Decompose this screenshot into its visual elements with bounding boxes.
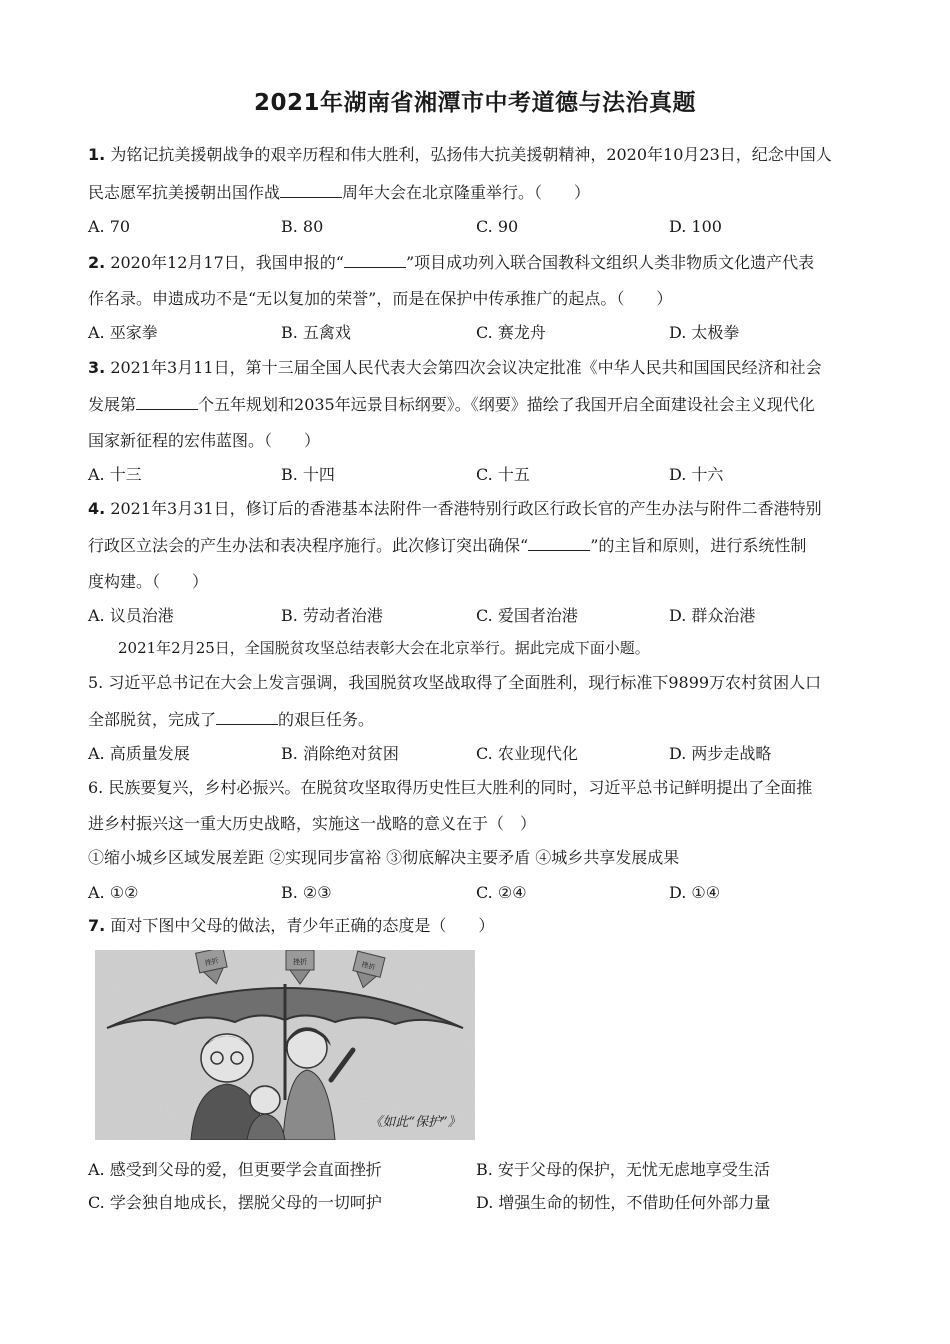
q4-line1 xyxy=(88,498,822,520)
q4-text2a: 行政区立法会的产生办法和表决程序施行。此次修订突出确保“ xyxy=(88,536,529,555)
q1-number: 1. xyxy=(88,145,106,164)
q6-option-c[interactable]: C. ②④ xyxy=(476,883,527,902)
q2-option-d[interactable]: D. 太极拳 xyxy=(669,323,740,342)
q5-line1: 5. 习近平总书记在大会上发言强调，我国脱贫攻坚战取得了全面胜利，现行标准下9899万农村贫困人口 xyxy=(88,673,822,692)
q5-options xyxy=(88,743,888,765)
q5-option-d[interactable]: D. 两步走战略 xyxy=(669,744,772,763)
q7-option-b[interactable]: B. 安于父母的保护，无忧无虑地享受生活 xyxy=(476,1160,770,1179)
q6-options xyxy=(88,882,888,904)
q7-option-d[interactable]: D. 增强生命的韧性，不借助任何外部力量 xyxy=(476,1193,771,1212)
q1-options xyxy=(88,216,888,238)
q2-text1a: 2020年12月17日，我国申报的“ xyxy=(110,253,344,272)
q4-number: 4. xyxy=(88,499,106,518)
q2-line2: 作名录。申遗成功不是“无以复加的荣誉”，而是在保护中传承推广的起点。（ ） xyxy=(88,289,673,308)
q2-option-a[interactable]: A. 巫家拳 xyxy=(88,323,158,342)
q5-option-b[interactable]: B. 消除绝对贫困 xyxy=(281,744,399,763)
cartoon-illustration xyxy=(95,950,475,1140)
q6-line1: 6. 民族要复兴，乡村必振兴。在脱贫攻坚取得历史性巨大胜利的同时，习近平总书记鲜明提出了全面推 xyxy=(88,778,813,797)
sign-2-text: 挫折 xyxy=(293,958,307,966)
q2-number: 2. xyxy=(88,253,106,272)
q6-option-d[interactable]: D. ①④ xyxy=(669,883,721,902)
q2-option-c[interactable]: C. 赛龙舟 xyxy=(476,323,546,342)
q3-line1 xyxy=(88,357,822,379)
q4-option-a[interactable]: A. 议员治港 xyxy=(88,606,174,625)
q7-option-c[interactable]: C. 学会独自地成长，摆脱父母的一切呵护 xyxy=(88,1193,382,1212)
q6-option-b[interactable]: B. ②③ xyxy=(281,883,332,902)
sign-1-text: 挫折 xyxy=(204,956,220,968)
q5-text2b: 的艰巨任务。 xyxy=(278,710,375,729)
q5-option-c[interactable]: C. 农业现代化 xyxy=(476,744,578,763)
q4-text1: 2021年3月31日，修订后的香港基本法附件一香港特别行政区行政长官的产生办法与附件二香港特别 xyxy=(110,499,822,518)
q2-option-b[interactable]: B. 五禽戏 xyxy=(281,323,351,342)
q1-option-b[interactable]: B. 80 xyxy=(281,217,324,236)
q5-text2a: 全部脱贫，完成了 xyxy=(88,710,217,729)
q2-text1b: ”项目成功列入联合国教科文组织人类非物质文化遗产代表 xyxy=(405,253,815,272)
q3-blank xyxy=(136,393,198,410)
q7-option-a[interactable]: A. 感受到父母的爱，但更要学会直面挫折 xyxy=(88,1160,382,1179)
q4-options xyxy=(88,605,888,627)
page-title: 2021年湖南省湘潭市中考道德与法治真题 xyxy=(253,90,696,116)
q5-blank xyxy=(216,708,278,725)
q6-option-a[interactable]: A. ①② xyxy=(88,883,139,902)
sign-3-text: 挫折 xyxy=(360,960,377,972)
q4-option-c[interactable]: C. 爱国者治港 xyxy=(476,606,578,625)
q3-options xyxy=(88,464,888,486)
q3-line3: 国家新征程的宏伟蓝图。（ ） xyxy=(88,431,321,450)
q1-text1: 为铭记抗美援朝战争的艰辛历程和伟大胜利，弘扬伟大抗美援朝精神，2020年10月23日，纪念中国人 xyxy=(110,145,832,164)
group-intro: 2021年2月25日，全国脱贫攻坚总结表彰大会在北京举行。据此完成下面小题。 xyxy=(118,639,650,657)
q4-line2 xyxy=(88,534,806,557)
q3-line2 xyxy=(88,393,815,416)
q1-option-d[interactable]: D. 100 xyxy=(669,217,722,236)
q4-option-b[interactable]: B. 劳动者治港 xyxy=(281,606,383,625)
q6-statements: ①缩小城乡区域发展差距 ②实现同步富裕 ③彻底解决主要矛盾 ④城乡共享发展成果 xyxy=(88,848,680,867)
q7-line1 xyxy=(88,915,494,937)
q3-number: 3. xyxy=(88,358,106,377)
q2-line1 xyxy=(88,251,814,274)
q5-option-a[interactable]: A. 高质量发展 xyxy=(88,744,190,763)
q3-option-a[interactable]: A. 十三 xyxy=(88,465,142,484)
q4-text2b: ”的主旨和原则，进行系统性制 xyxy=(590,536,807,555)
q1-text2a: 民志愿军抗美援朝出国作战 xyxy=(88,183,281,202)
q7-text1: 面对下图中父母的做法，青少年正确的态度是（ ） xyxy=(110,916,495,935)
q3-text2a: 发展第 xyxy=(88,395,137,414)
q1-text2b: 周年大会在北京隆重举行。（ ） xyxy=(342,183,591,202)
q1-option-a[interactable]: A. 70 xyxy=(88,217,131,236)
q6-line2: 进乡村振兴这一重大历史战略，实施这一战略的意义在于（ ） xyxy=(88,814,537,833)
q3-option-c[interactable]: C. 十五 xyxy=(476,465,530,484)
q7-options-row1 xyxy=(88,1159,888,1181)
q4-line3: 度构建。（ ） xyxy=(88,572,209,591)
q2-options xyxy=(88,322,888,344)
q3-option-d[interactable]: D. 十六 xyxy=(669,465,724,484)
q7-options-row2 xyxy=(88,1192,888,1214)
q2-blank xyxy=(344,251,406,268)
q3-option-b[interactable]: B. 十四 xyxy=(281,465,335,484)
q1-line2 xyxy=(88,181,590,204)
q3-text1: 2021年3月11日，第十三届全国人民代表大会第四次会议决定批准《中华人民共和国国民经济和社会 xyxy=(110,358,822,377)
q1-option-c[interactable]: C. 90 xyxy=(476,217,519,236)
q4-option-d[interactable]: D. 群众治港 xyxy=(669,606,756,625)
q7-number: 7. xyxy=(88,916,106,935)
cartoon-caption: 《如此“保护”》 xyxy=(369,1115,461,1130)
q5-line2 xyxy=(88,708,374,731)
q4-blank xyxy=(528,534,590,551)
q1-line1 xyxy=(88,144,832,166)
q3-text2b: 个五年规划和2035年远景目标纲要》。《纲要》描绘了我国开启全面建设社会主义现代化 xyxy=(198,395,815,414)
q1-blank xyxy=(280,181,342,198)
